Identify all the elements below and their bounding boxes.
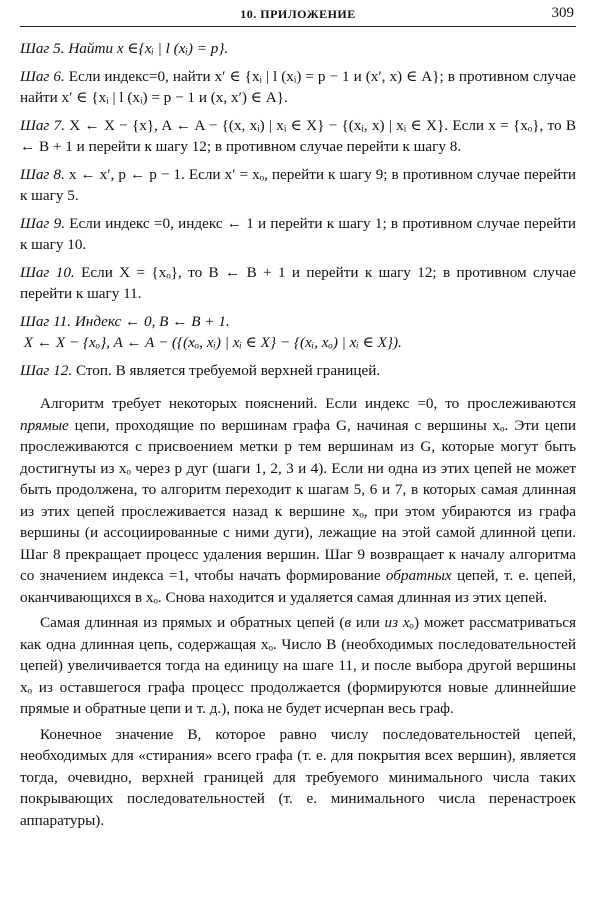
page-header: [20, 4, 576, 27]
emphasis-from: из xₒ: [384, 614, 414, 631]
running-title: 10. ПРИЛОЖЕНИЕ: [240, 7, 356, 21]
step-label: Шаг 11.: [20, 312, 72, 330]
paragraph-longest-chain: [20, 612, 576, 720]
step-text: Индекс ← 0, B ← B + 1.: [74, 312, 230, 330]
step-text: Если X = {xₒ}, то B ← B + 1 и перейти к шагу 12; в противном случае перейти к шагу 11.: [20, 263, 577, 302]
step-text: X ← X − {x}, A ← A − {(x, xᵢ) | xᵢ ∈ X} − {(xᵢ, x) | xᵢ ∈ X}. Если x = {xₒ}, то B ← B + 1 и перейти к шагу 12; в противном случае перейти к шагу 8.: [20, 116, 577, 155]
step-label: Шаг 12.: [20, 361, 73, 379]
step-label: Шаг 9.: [20, 214, 65, 232]
step-5: [20, 38, 576, 60]
step-text: Если индекс=0, найти x′ ∈ {xᵢ | l (xᵢ) = p − 1 и (x′, x) ∈ A}; в противном случае найти x′ ∈ {xᵢ | l (xᵢ) = p − 1 и (x, x′) ∈ A}.: [20, 67, 577, 106]
step-label: Шаг 8.: [20, 165, 65, 183]
step-text: Стоп. B является требуемой верхней границей.: [75, 361, 381, 379]
step-label: Шаг 5.: [20, 40, 65, 57]
text-run: цепи, проходящие по вершинам графа G, начиная с вершины xₒ. Эти цепи прослеживаются с присвоением метки p тем вершинам из G, которые могут быть достигнуты из xₒ через p дуг (шаги 1, 2, 3 и 4). Если ни одна из этих цепей не может быть продолжена, то алгоритм переходит к шагам 5, 6 и 7, в которых самая длинная из этих цепей прослеживается назад к вершине xₒ, при этом убираются из графа вершины (и ассоциированные с ними дуги), лежащие на этой самой длинной цепи. Шаг 8 прекращает процесс удаления вершин. Шаг 9 возвращает к началу алгоритма со значением индекса =1, чтобы начать формирование: [20, 416, 576, 584]
step-label: Шаг 10.: [20, 263, 75, 281]
text-run: Конечное значение B, которое равно числу последовательностей цепей, необходимых для «стирания» всего графа (т. е. для покрытия всех вершин), является тогда, очевидно, верхней границей для требуемого минимального числа таких покрывающих последовательностей (т. е. минимального числа перенастроек аппаратуры).: [20, 725, 576, 829]
text-run: или: [351, 614, 385, 631]
step-label: Шаг 6.: [20, 67, 65, 85]
step-8: [20, 164, 576, 207]
step-10: [20, 262, 576, 305]
step-7: [20, 115, 576, 158]
step-text: Если индекс =0, индекс ← 1 и перейти к шагу 1; в противном случае перейти к шагу 10.: [20, 214, 577, 253]
text-run: Алгоритм требует некоторых пояснений. Если индекс =0, то прослеживаются: [40, 395, 576, 412]
step-text: x ← x′, p ← p − 1. Если x′ = xₒ, перейти к шагу 9; в противном случае перейти к шагу 5.: [20, 165, 577, 204]
text-run: ) может рассматриваться как одна длинная цепь, содержащая xₒ. Число B (необходимых последовательностей цепей) увеличивается тогда на единицу на шаге 11, и после выбора другой вершины xₒ из оставшегося графа процесс продолжается (формируются новые длиннейшие прямые и обратные цепи и т. д.), пока не будет исчерпан весь граф.: [20, 614, 577, 717]
step-12: [20, 360, 576, 382]
step-6: [20, 66, 576, 109]
step-label: Шаг 7.: [20, 116, 66, 134]
paragraph-final-value: [20, 724, 576, 832]
emphasis-backward: обратных: [385, 567, 452, 584]
step-text: Найти x ∈{xᵢ | l (xᵢ) = p}.: [68, 40, 229, 57]
emphasis-in: в: [344, 614, 352, 631]
page-body: [20, 38, 576, 831]
step-11-continuation: [20, 332, 576, 354]
text-run: цепей, т. е. цепей, оканчивающихся в xₒ. Снова находится и удаляется самая длинная из этих цепей.: [20, 567, 576, 606]
page-number: 309: [551, 5, 574, 21]
emphasis-forward: прямые: [20, 416, 69, 434]
step-11: [20, 311, 576, 333]
text-run: Самая длинная из прямых и обратных цепей (: [40, 614, 345, 631]
step-9: [20, 213, 576, 256]
paragraph-explanation: [20, 393, 576, 608]
step-text: X ← X − {xₒ}, A ← A − ({(xₒ, xᵢ) | xᵢ ∈ X} − {(xᵢ, xₒ) | xᵢ ∈ X}).: [23, 334, 402, 351]
